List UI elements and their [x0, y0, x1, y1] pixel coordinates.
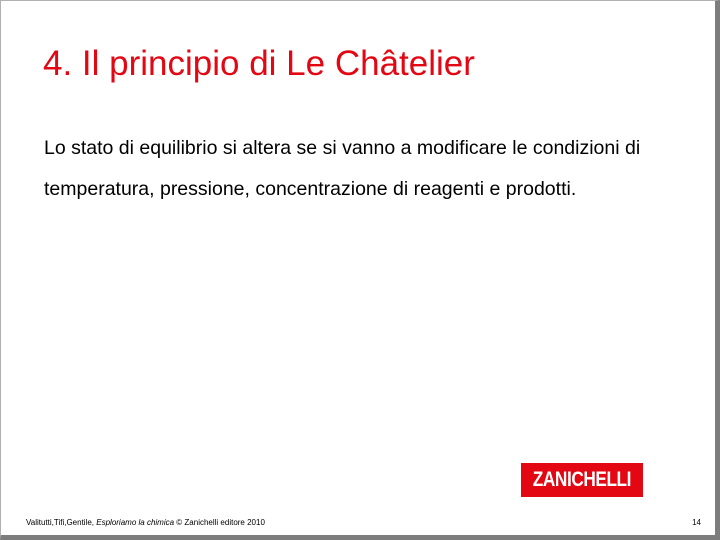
zanichelli-logo — [521, 463, 643, 497]
footer-authors: Valitutti,Tifi,Gentile, — [26, 518, 97, 527]
footer-credit — [26, 518, 265, 527]
footer-publisher: © Zanichelli editore 2010 — [174, 518, 265, 527]
logo-text: ZANICHELLI — [532, 468, 632, 491]
slide-title: 4. Il principio di Le Châtelier — [43, 44, 475, 83]
footer-book-title: Esploriamo la chimica — [96, 518, 175, 527]
page-number: 14 — [692, 518, 701, 527]
slide-body-text: Lo stato di equilibrio si altera se si vanno a modificare le condizioni di temperatura, pressione, concentrazione di reagenti e prodotti. — [44, 137, 641, 200]
